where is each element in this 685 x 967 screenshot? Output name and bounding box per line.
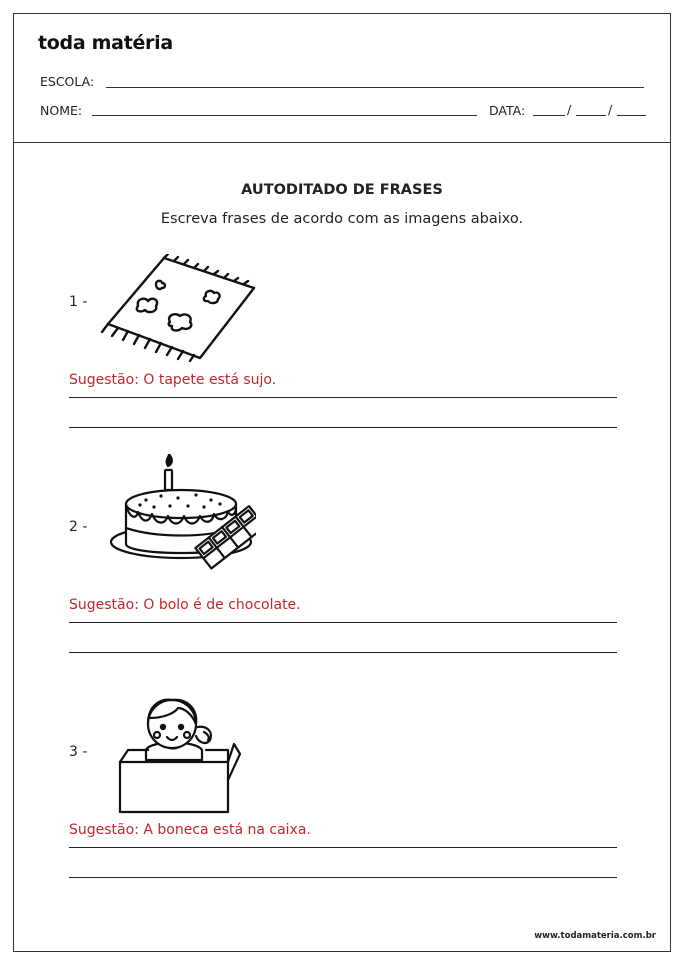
doll-in-box-icon [106, 684, 246, 814]
dirty-rug-icon [96, 254, 266, 362]
page-title: AUTODITADO DE FRASES [241, 182, 443, 198]
exercise-number: 3 - [69, 744, 88, 760]
escola-label: ESCOLA: [40, 74, 95, 89]
logo: toda matéria [38, 32, 173, 54]
instructions: Escreva frases de acordo com as imagens abaixo. [160, 211, 524, 227]
nome-label: NOME: [40, 103, 83, 118]
exercise-number: 2 - [69, 519, 88, 535]
suggestion-text: Sugestão: O tapete está sujo. [69, 372, 277, 388]
date-day-field[interactable] [533, 115, 565, 116]
footer-url[interactable]: www.todamateria.com.br [534, 931, 656, 941]
answer-line[interactable] [69, 397, 617, 398]
date-separator: / [608, 102, 613, 117]
worksheet-frame [13, 13, 671, 952]
answer-line[interactable] [69, 622, 617, 623]
answer-line[interactable] [69, 652, 617, 653]
date-year-field[interactable] [617, 115, 646, 116]
exercise-number: 1 - [69, 294, 88, 310]
suggestion-text: Sugestão: O bolo é de chocolate. [69, 597, 301, 613]
suggestion-text: Sugestão: A boneca está na caixa. [69, 822, 311, 838]
answer-line[interactable] [69, 427, 617, 428]
answer-line[interactable] [69, 877, 617, 878]
data-label: DATA: [489, 103, 526, 118]
nome-field[interactable] [92, 115, 477, 116]
date-separator: / [567, 102, 572, 117]
chocolate-cake-icon [106, 454, 256, 579]
escola-field[interactable] [106, 87, 644, 88]
date-month-field[interactable] [576, 115, 606, 116]
header-divider [14, 142, 670, 143]
answer-line[interactable] [69, 847, 617, 848]
